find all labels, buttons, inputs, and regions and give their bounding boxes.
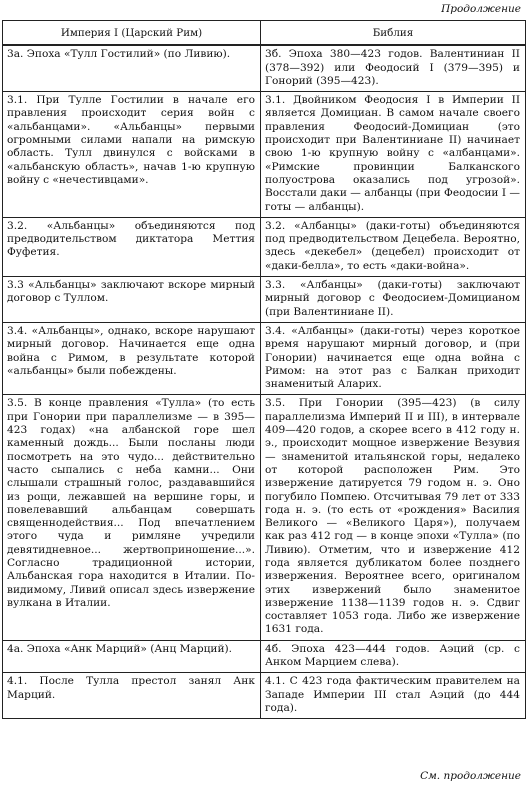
table-row (3, 45, 526, 91)
continuation-footer-note: См. продолжение (420, 770, 521, 782)
continuation-header-note: Продолжение (441, 3, 521, 15)
table-row (3, 217, 526, 276)
cell-left: 3.1. При Тулле Гостилии в начале его правления происходит серия войн с «альбанцами». «Альбанцы» первыми огромными силами напали на римскую область. Тулл двинулся с войсками в «альбанскую область», начав 1-ю крупную войну с «нечестивцами». (3, 92, 261, 218)
table-header-row (3, 21, 526, 46)
cell-left: 3.5. В конце правления «Тулла» (то есть при Гонории при параллелизме — в 395—423 годах) «на албанской горе шел каменный дождь... Были посланы люди посмотреть на это чудо... действительно часто сыпались с неба камни... Они слышали страшный голос, раздававшийся из рощи, лежавшей на вершине горы, и повелевавший альбанцам совершать священнодействия... Под впечатлением этого чуда и римляне учредили девятидневное... жертвоприношение...». Согласно традиционной истории, Альбанская гора находится в Италии. По-видимому, Ливий описал здесь извержение вулкана в Италии. (3, 395, 261, 640)
cell-right: 3.3. «Албанцы» (даки-готы) заключают мирный договор с Феодосием-Домицианом (при Валентиниане II). (261, 277, 526, 323)
cell-right: 4б. Эпоха 423—444 годов. Аэций (ср. с Анком Марцием слева). (261, 640, 526, 673)
column-header-right: Библия (261, 21, 526, 46)
cell-left: 4а. Эпоха «Анк Марций» (Анц Марций). (3, 640, 261, 673)
cell-right: 3.2. «Албанцы» (даки-готы) объединяются под предводительством Децебела. Вероятно, здесь «декебел» (децебел) происходит от «даки-белла», то есть «даки-война». (261, 217, 526, 276)
cell-right: 3.5. При Гонории (395—423) (в силу параллелизма Империй II и III), в интервале 409—420 годов, а скорее всего в 412 году н. э., происходит мощное извержение Везувия — знаменитой итальянской горы, недалеко от которой расположен Рим. Это извержение датируется 79 годом н. э. Оно погубило Помпею. Отсчитывая 79 лет от 333 года н. э. (то есть от «рождения» Василия Великого — «Великого Царя»), получаем как раз 412 год — в конце эпохи «Тулла» (по Ливию). Отметим, что и извержение 412 года является дубликатом более позднего извержения. Вероятнее всего, оригиналом этих извержений было знаменитое извержение 1138—1139 годов н. э. Сдвиг составляет 1053 года. Либо же извержение 1631 года. (261, 395, 526, 640)
table-row (3, 322, 526, 394)
table-row (3, 395, 526, 640)
table-row (3, 92, 526, 218)
table-row (3, 277, 526, 323)
table-row (3, 640, 526, 673)
table-row (3, 673, 526, 719)
cell-left: 3.2. «Альбанцы» объединяются под предводительством диктатора Меттия Фуфетия. (3, 217, 261, 276)
cell-right: 3.4. «Албанцы» (даки-готы) через короткое время нарушают мирный договор, и (при Гонории) начинается еще одна война с Римом: на этот раз с Балкан приходит знаменитый Аларих. (261, 322, 526, 394)
cell-left: 3а. Эпоха «Тулл Гостилий» (по Ливию). (3, 45, 261, 91)
cell-left: 3.4. «Альбанцы», однако, вскоре нарушают мирный договор. Начинается еще одна война с Римом, в результате которой «альбанцы» были побеждены. (3, 322, 261, 394)
column-header-left: Империя I (Царский Рим) (3, 21, 261, 46)
cell-left: 3.3 «Альбанцы» заключают вскоре мирный договор с Туллом. (3, 277, 261, 323)
parallels-table (2, 20, 526, 719)
cell-left: 4.1. После Тулла престол занял Анк Марций. (3, 673, 261, 719)
cell-right: 4.1. С 423 года фактическим правителем на Западе Империи III стал Аэций (до 444 года). (261, 673, 526, 719)
cell-right: 3.1. Двойником Феодосия I в Империи II является Домициан. В самом начале своего правления Феодосий-Домициан (это происходит при Валентиниане II) начинает свою 1-ю крупную войну с «албанцами». «Римские провинции Балканского полуострова оказались под угрозой». Восстали даки — албанцы (при Феодосии I — готы — албанцы). (261, 92, 526, 218)
cell-right: 3б. Эпоха 380—423 годов. Валентиниан II (378—392) или Феодосий I (379—395) и Гонорий (395—423). (261, 45, 526, 91)
